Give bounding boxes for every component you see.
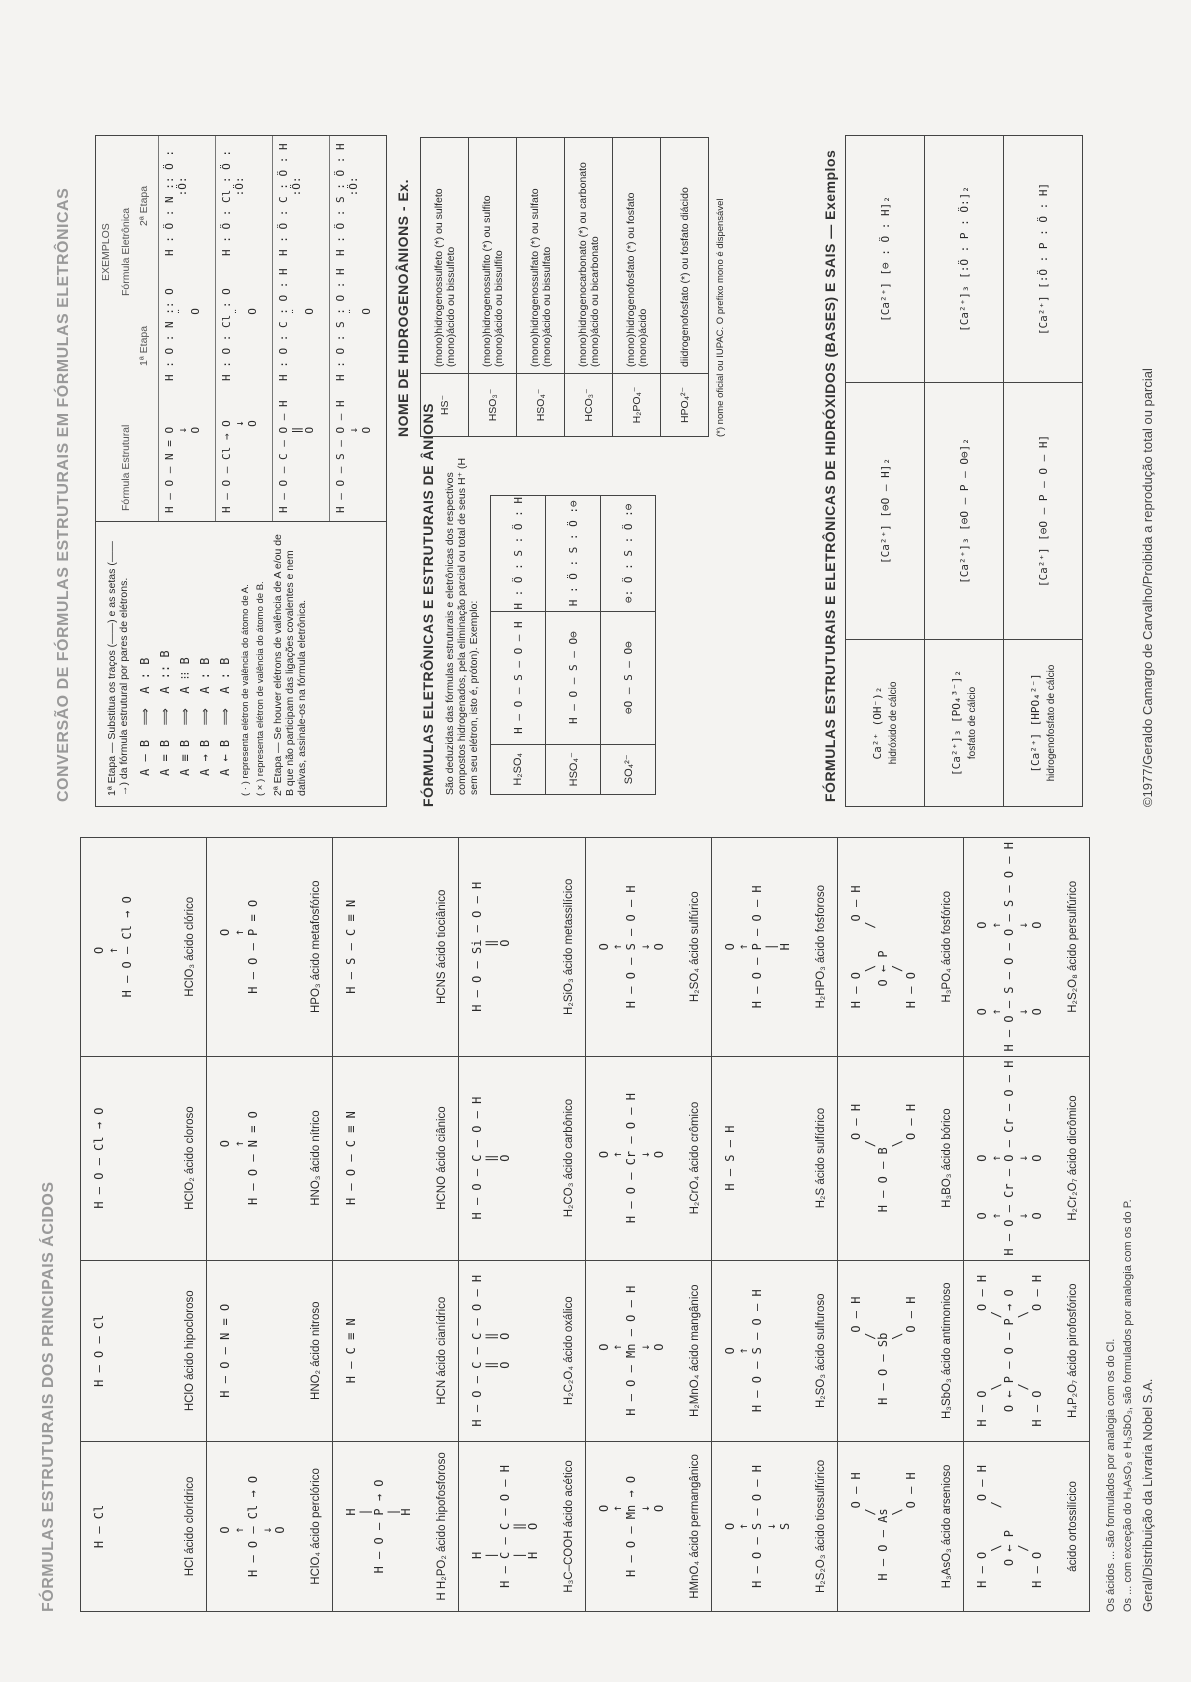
- bases-title: FÓRMULAS ESTRUTURAIS E ELETRÔNICAS DE HIDRÓXIDOS (BASES) E SAIS — Exemplos: [822, 149, 838, 802]
- acid-structural-formula: O ↑ H — O — P = O: [218, 899, 260, 994]
- hydrogenoanion-name: (mono)hidrogenossulfeto (*) ou sulfeto (mono)ácido ou bissulfeto: [421, 138, 469, 374]
- example-step1: H : O : C : O : H ¨ O: [277, 268, 316, 381]
- acid-name: H₂Cr₂O₇ ácido dicrômico: [1067, 1095, 1079, 1221]
- acid-row: [963, 838, 1089, 1612]
- acid-row: [81, 838, 207, 1612]
- examples-panel: [96, 136, 386, 521]
- acid-name: HNO₂ ácido nitroso: [310, 1301, 323, 1400]
- hydrogenoanion-name: (mono)hidrogenofosfato (*) ou fosfato (mono)ácido: [613, 138, 661, 374]
- col-step1: 1ª Etapa: [138, 325, 150, 366]
- acid-cell: [585, 1056, 711, 1260]
- acid-structural-formula: H — O — Cl: [92, 1314, 106, 1387]
- acid-structural-formula: H — O — Cl → O: [92, 1107, 106, 1209]
- base-row: [925, 136, 1004, 807]
- acid-cell: [963, 1260, 1089, 1441]
- arrow-rule: A = B ⟹ A :: B: [158, 650, 172, 776]
- example-step1: H : O : N :: O ¨ O: [163, 288, 202, 381]
- acid-structural-formula: H | H — O — P → O | H: [344, 1479, 414, 1574]
- example-structural: H — O — N = O ↓ O: [163, 426, 202, 513]
- acid-structural-formula: O ↑ H — O — Mn — O — H ↓ O: [596, 1285, 666, 1416]
- acid-cell: [459, 1056, 585, 1260]
- acid-structural-formula: O O ↑ ↑ H — O — Cr — O — Cr — O — H ↓ ↓ O O: [974, 1060, 1045, 1256]
- acid-cell: [963, 1441, 1089, 1611]
- arrow-rule: A ← B ⟹ A : B: [218, 657, 232, 776]
- acid-row: [459, 838, 585, 1612]
- acid-cell: [837, 1056, 963, 1260]
- base-electronic: [Ca²⁺] [⊖ : Ö : H]₂: [846, 136, 925, 383]
- acid-cell: [963, 1056, 1089, 1260]
- acid-name: H₄P₂O₇ ácido pirofosfórico: [1067, 1283, 1079, 1419]
- example-step2: H : Ö : S : Ö : H :Ö:: [334, 143, 360, 256]
- acids-footnote-1: Os ácidos ... são formulados por analogia com os do Cl.: [1105, 1338, 1117, 1612]
- base-electronic: [Ca²⁺] [:Ö : P : Ö : H]: [1004, 136, 1083, 383]
- example-rows: [158, 136, 386, 521]
- acid-structural-formula: O — H / H — O — B \ O — H: [848, 1103, 918, 1213]
- bases-table: [845, 135, 1083, 807]
- acid-name: HCNO ácido ciânico: [436, 1106, 449, 1210]
- acid-name: HCN ácido cianídrico: [436, 1296, 449, 1405]
- acid-name: HClO₃ ácido clórico: [184, 896, 197, 997]
- hydrogenoanion-name: (mono)hidrogenossulfato (*) ou sulfato (mono)ácido ou bissulfato: [517, 138, 565, 374]
- acids-title: FÓRMULAS ESTRUTURAIS DOS PRINCIPAIS ÁCIDOS: [40, 1181, 57, 1612]
- hydrogenoanion-name: (mono)hidrogenossulfito (*) ou sulfito (mono)ácido ou bissulfito: [469, 138, 517, 374]
- acid-structural-formula: H — Cl: [92, 1504, 106, 1549]
- hydrogenoanion-ion: HSO₄⁻: [517, 374, 565, 437]
- acid-name: HMnO₄ ácido permangânico: [688, 1454, 701, 1599]
- acid-row: [837, 838, 963, 1612]
- acid-name: H₃C–COOH ácido acético: [562, 1460, 575, 1593]
- anion-structural: H — O — S — O⊖: [546, 611, 601, 744]
- acid-row: [333, 838, 459, 1612]
- arrow-rule: A → B ⟹ A : B: [198, 657, 212, 776]
- acid-name: H₂S₂O₈ ácido persulfúrico: [1067, 880, 1079, 1013]
- example-step2: H : Ö : C : Ö : H :Ö:: [277, 143, 303, 256]
- example-row: [272, 136, 329, 521]
- acid-name: H₂SO₄ ácido sulfúrico: [688, 891, 701, 1003]
- hydrogenoanion-ion: HS⁻: [421, 374, 469, 437]
- acid-row: [711, 838, 837, 1612]
- acid-name: H₃PO₄ ácido fosfórico: [940, 890, 953, 1003]
- acid-structural-formula: O — H / H — O — Sb \ O — H: [848, 1296, 918, 1405]
- anion-row: [546, 496, 601, 795]
- distribution-note: Geral/Distribuição da Livraria Nobel S.A.: [1140, 1378, 1155, 1612]
- hydrogenoanion-ion: HPO₄²⁻: [661, 374, 709, 437]
- anion-structural: H — O — S — O — H: [491, 611, 546, 744]
- acid-name: HPO₃ ácido metafosfórico: [310, 880, 323, 1014]
- anions-table: [490, 495, 656, 795]
- acid-row: [585, 838, 711, 1612]
- acid-cell: [81, 838, 207, 1057]
- hydrogenoanion-row: [661, 138, 709, 437]
- example-structural: H — O — C — O — H ‖ O: [277, 400, 316, 513]
- example-step2: H : Ö : Cl : Ö : :Ö:: [220, 150, 246, 256]
- hydrogenoanion-name: diidrogenofosfato (*) ou fosfato diácido: [661, 138, 709, 374]
- acid-name: H₂C₂O₄ ácido oxálico: [562, 1296, 575, 1406]
- acid-cell: [81, 1441, 207, 1611]
- anion-structural: ⊖O — S — O⊖: [601, 611, 656, 744]
- acid-cell: [585, 1260, 711, 1441]
- acid-cell: [711, 1441, 837, 1611]
- acid-structural-formula: O ↑ H — O — Cl → O: [92, 896, 134, 998]
- acid-cell: [837, 1260, 963, 1441]
- acid-name: H₃AsO₃ ácido arsenioso: [940, 1464, 953, 1589]
- col-structural: Fórmula Estrutural: [120, 424, 132, 511]
- acid-cell: [81, 1260, 207, 1441]
- acid-name: H₂S ácido sulfídrico: [814, 1107, 827, 1209]
- bases-section: [845, 127, 1120, 807]
- conversion-title: CONVERSÃO DE FÓRMULAS ESTRUTURAIS EM FÓRMULAS ELETRÔNICAS: [55, 187, 72, 802]
- acid-cell: [207, 1441, 333, 1611]
- acid-name: HCl ácido clorídrico: [184, 1476, 197, 1577]
- example-step1: H : O : S : O : H ¨ O: [334, 268, 373, 381]
- acid-name: H₃SbO₃ ácido antimonioso: [940, 1282, 953, 1420]
- acid-name: HClO ácido hipocloroso: [184, 1290, 197, 1412]
- copyright: ©1977/Geraldo Camargo de Carvalho/Proibida a reprodução total ou parcial: [1140, 368, 1155, 807]
- example-row: [329, 136, 386, 521]
- examples-label: EXEMPLOS: [100, 223, 112, 281]
- acid-cell: [81, 1056, 207, 1260]
- dot-legend: ( · ) representa elétron de valência do átomo de A.: [240, 584, 251, 796]
- anion-row: [601, 496, 656, 795]
- conversion-box: [95, 135, 387, 807]
- acid-structural-formula: H — O — C — O — H ‖ O: [470, 1096, 512, 1220]
- acid-name: HCNS ácido tiociânico: [436, 889, 449, 1004]
- step1-text: 1ª Etapa — Substitua os traços (——) e as setas (——→) da fórmula estrutural por pares de elétrons.: [106, 541, 130, 796]
- acid-structural-formula: O ↑ H — O — S — O — H ↓ S: [722, 1465, 792, 1588]
- example-row: [215, 136, 272, 521]
- hydrogenoanion-row: [517, 138, 565, 437]
- anions-intro: São deduzidas das fórmulas estruturais e eletrônicas dos respectivos compostos hidrogenados, pela eliminação parcial ou total de seus H⁺ (H sem seu elétron, isto é, próton). Exemplo:: [444, 457, 480, 795]
- hydrogenoanion-ion: HCO₃⁻: [565, 374, 613, 437]
- acid-structural-formula: O — H / H — O — As \ O — H: [848, 1472, 918, 1581]
- base-row: [846, 136, 925, 807]
- acid-structural-formula: H — S — C ≡ N: [344, 899, 359, 994]
- acid-name: H₂CO₃ ácido carbônico: [562, 1098, 575, 1218]
- hydrogenoanions-table: [420, 137, 709, 437]
- anion-row: [491, 496, 546, 795]
- acid-cell: [963, 838, 1089, 1057]
- base-structural: [Ca²⁺] [⊖O — H]₂: [846, 383, 925, 640]
- step2-text: 2ª Etapa — Se houver elétrons de valência de A e/ou de B que não participam das ligações covalentes e nem dativas, assinale-os na fórmula eletrônica.: [272, 534, 308, 796]
- acid-cell: [711, 1260, 837, 1441]
- example-step1: H : O : Cl : O ¨ O: [220, 288, 259, 381]
- acid-name: H₂HPO₃ ácido fosforoso: [814, 884, 827, 1009]
- acid-cell: [585, 838, 711, 1057]
- acid-cell: [711, 838, 837, 1057]
- acid-cell: [207, 1260, 333, 1441]
- acid-name: H₂SiO₃ ácido metassilícico: [562, 878, 575, 1015]
- iupac-note: (*) nome oficial ou IUPAC. O prefixo mono é dispensável: [715, 198, 726, 437]
- acid-cell: [333, 838, 459, 1057]
- acid-name: HClO₄ ácido perclórico: [310, 1468, 323, 1585]
- hydrogenoanion-row: [565, 138, 613, 437]
- conversion-instructions: [96, 521, 386, 806]
- anion-ion: HSO₄⁻: [546, 744, 601, 794]
- hydrogenoanion-name: (mono)hidrogenocarbonato (*) ou carbonato (mono)ácido ou bicarbonato: [565, 138, 613, 374]
- acid-name: H₂CrO₄ ácido crômico: [688, 1101, 701, 1215]
- base-name: fosfato de cálcio: [967, 686, 978, 760]
- col-electronic: Fórmula Eletrônica: [120, 207, 132, 296]
- acid-name: HNO₃ ácido nítrico: [310, 1110, 323, 1206]
- example-row: [158, 136, 215, 521]
- acid-cell: [837, 1441, 963, 1611]
- acid-structural-formula: H — O — C ≡ N: [344, 1111, 359, 1206]
- acid-cell: [585, 1441, 711, 1611]
- acid-structural-formula: O ↑ H — O — Mn → O ↓ O: [596, 1475, 666, 1577]
- acid-cell: [459, 838, 585, 1057]
- acid-structural-formula: O ↑ H — O — S — O — H ↓ O: [596, 885, 666, 1009]
- hydrogenoanion-ion: HSO₃⁻: [469, 374, 517, 437]
- acid-structural-formula: H — S — H: [722, 1125, 737, 1191]
- anion-electronic: ⊖: Ö : S : Ö :⊖: [601, 496, 656, 612]
- acid-structural-formula: H — O — C — C — O — H ‖ ‖ O O: [470, 1274, 512, 1427]
- acid-cell: [459, 1260, 585, 1441]
- acid-structural-formula: O ↑ H — O — P — O — H | H: [722, 885, 792, 1009]
- acid-structural-formula: O ↑ H — O — N = O: [218, 1111, 260, 1206]
- base-name: hidróxido de cálcio: [888, 681, 899, 765]
- acid-name: HClO₂ ácido cloroso: [184, 1106, 197, 1210]
- acid-name: H₂S₂O₃ ácido tiossulfúrico: [814, 1459, 827, 1593]
- example-structural: H — O — Cl → O ↓ O: [220, 420, 259, 513]
- acid-cell: [459, 1441, 585, 1611]
- hydrogenoanion-row: [613, 138, 661, 437]
- hydrogenoanion-row: [469, 138, 517, 437]
- example-step2: H : Ö : N :: Ö : :Ö:: [163, 150, 189, 256]
- acid-structural-formula: H — O O — H \ / O ← P — O — P → O / \ H — O O — H: [974, 1274, 1045, 1427]
- acid-cell: [333, 1441, 459, 1611]
- acids-footnote-2: Os ... com exceção do H₃AsO₃ e H₃SbO₃, são formulados por analogia com os do P.: [1122, 1199, 1134, 1612]
- acid-structural-formula: O ↑ H — O — S — O — H: [722, 1289, 765, 1413]
- col-step2: 2ª Etapa: [138, 185, 150, 226]
- base-name: hidrogenofosfato de cálcio: [1046, 664, 1057, 782]
- anion-electronic: H : Ö : S : Ö : H: [491, 496, 546, 612]
- base-formula: Ca²⁺ (OH⁻)₂: [871, 686, 884, 760]
- example-structural: H — O — S — O — H ↓ O: [334, 400, 373, 513]
- acid-cell: [207, 1056, 333, 1260]
- acid-structural-formula: O ↑ H — O — Cr — O — H ↓ O: [596, 1093, 666, 1224]
- acids-table: [80, 837, 1090, 1612]
- acid-cell: [711, 1056, 837, 1260]
- acid-name: H₃BO₃ ácido bórico: [940, 1108, 953, 1208]
- acid-structural-formula: H | H — C — C — O — H | ‖ H O: [470, 1465, 540, 1588]
- acid-name: ácido ortossilícico: [1067, 1481, 1079, 1572]
- base-structural: [Ca²⁺]₃ [⊖O — P — O⊖]₂: [925, 383, 1004, 640]
- acid-structural-formula: H — O O — H \ / O ← P / H — O: [848, 885, 918, 1009]
- acid-structural-formula: H — O — N = O: [218, 1303, 233, 1398]
- anions-title: FÓRMULAS ELETRÔNICAS E ESTRUTURAIS DE ÂNIONS: [420, 403, 436, 807]
- acid-name: H₂MnO₄ ácido mangânico: [688, 1284, 701, 1417]
- arrow-list: [138, 532, 232, 776]
- acid-structural-formula: H — O — Si — O — H ‖ O: [470, 881, 512, 1012]
- acid-row: [207, 838, 333, 1612]
- anion-ion: SO₄²⁻: [601, 744, 656, 794]
- hydrogenoanion-row: [421, 138, 469, 437]
- base-structural: [Ca²⁺] [⊖O — P — O — H]: [1004, 383, 1083, 640]
- anion-electronic: H : Ö : S : Ö :⊖: [546, 496, 601, 612]
- base-electronic: [Ca²⁺]₃ [:Ö : P : Ö:]₂: [925, 136, 1004, 383]
- acid-structural-formula: H — C ≡ N: [344, 1318, 359, 1384]
- base-row: [1004, 136, 1083, 807]
- arrow-rule: A ≡ B ⟹ A ⁝⁝ B: [178, 657, 192, 776]
- base-formula: [Ca²⁺]₃ [PO₄³⁻]₂: [950, 670, 963, 776]
- acid-structural-formula: O ↑ H — O — Cl → O ↓ O: [218, 1475, 288, 1577]
- anion-ion: H₂SO₄: [491, 744, 546, 794]
- acid-structural-formula: O O ↑ ↑ H — O — S — O — O — S — O — H ↓ ↓ O O: [974, 842, 1045, 1052]
- hydrogenoanions-title: NOME DE HIDROGENOÂNIONS - Ex.: [395, 179, 411, 437]
- acid-name: H H₂PO₂ ácido hipofosforoso: [436, 1452, 449, 1601]
- acid-cell: [837, 838, 963, 1057]
- acid-name: H₂SO₃ ácido sulfuroso: [814, 1293, 827, 1409]
- acid-cell: [333, 1260, 459, 1441]
- arrow-rule: A — B ⟹ A : B: [138, 657, 152, 776]
- hydrogenoanions-section: [420, 137, 770, 437]
- x-legend: ( × ) representa elétron de valência do átomo de B.: [255, 581, 266, 796]
- acid-structural-formula: H — O O — H \ / O ← P / H — O: [974, 1465, 1045, 1588]
- acid-cell: [333, 1056, 459, 1260]
- base-formula: [Ca²⁺] [HPO₄²⁻]: [1029, 673, 1042, 773]
- acid-cell: [207, 838, 333, 1057]
- hydrogenoanion-ion: H₂PO₄⁻: [613, 374, 661, 437]
